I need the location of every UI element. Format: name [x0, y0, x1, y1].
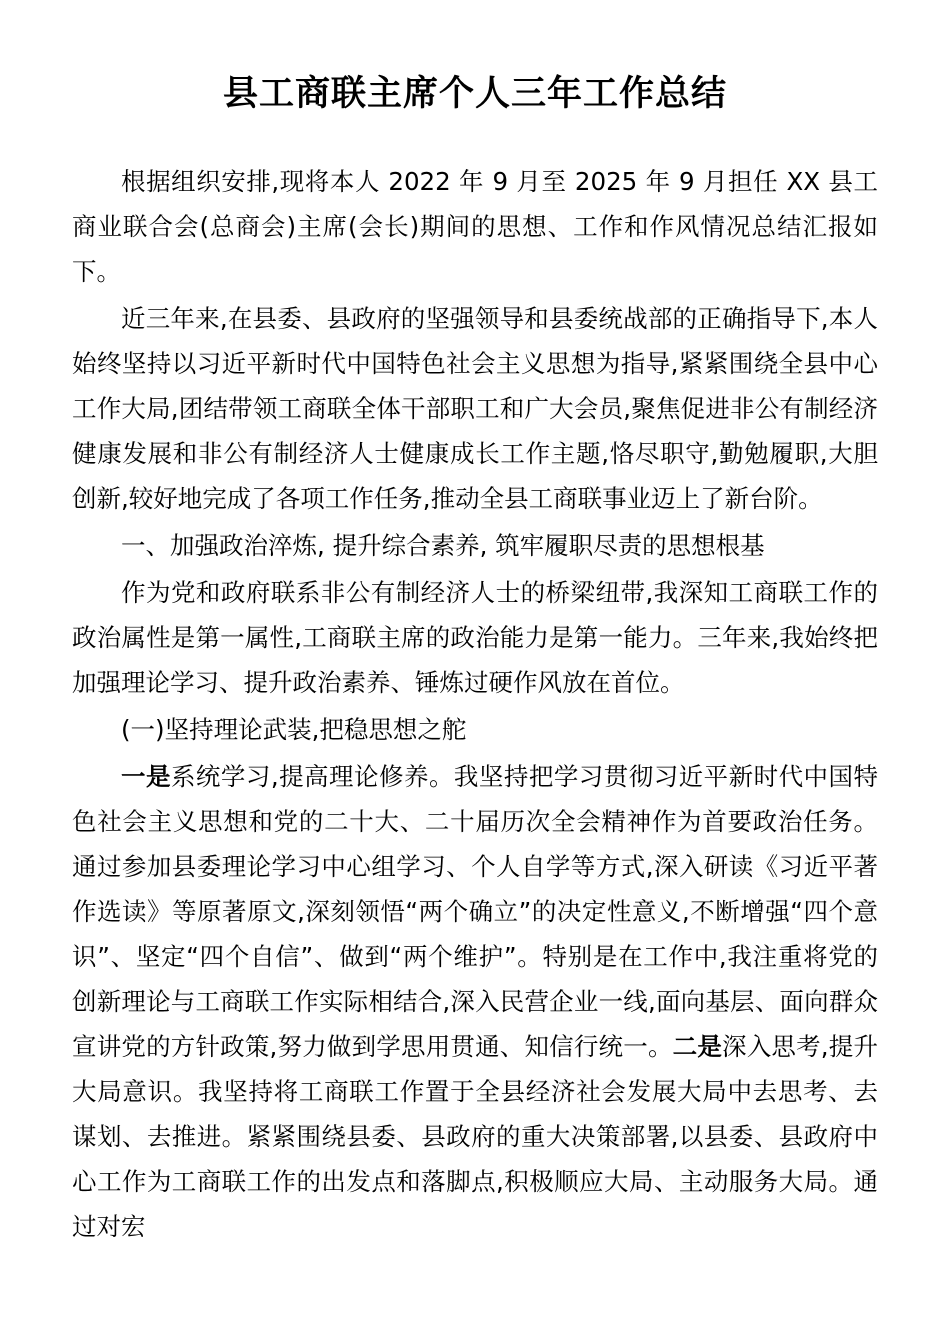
paragraph-political-nature: 作为党和政府联系非公有制经济人士的桥梁纽带,我深知工商联工作的政治属性是第一属性,工商联主席的政治能力是第一能力。三年来,我始终把加强理论学习、提升政治素养、锤炼过硬作风放在首位。 — [72, 578, 878, 697]
paragraph-intro: 根据组织安排,现将本人 2022 年 9 月至 2025 年 9 月担任 XX 县工商业联合会(总商会)主席(会长)期间的思想、工作和作风情况总结汇报如下。 — [72, 167, 878, 286]
paragraph-overview: 近三年来,在县委、县政府的坚强领导和县委统战部的正确指导下,本人始终坚持以习近平新时代中国特色社会主义思想为指导,紧紧围绕全县中心工作大局,团结带领工商联全体干部职工和广大会员,聚焦促进非公有制经济健康发展和非公有制经济人士健康成长工作主题,恪尽职守,勤勉履职,大胆创新,较好地完成了各项工作任务,推动全县工商联事业迈上了新台阶。 — [72, 304, 878, 513]
paragraph-theory-study: 一是系统学习,提高理论修养。我坚持把学习贯彻习近平新时代中国特色社会主义思想和党的二十大、二十届历次全会精神作为首要政治任务。通过参加县委理论学习中心组学习、个人自学等方式,深入研读《习近平著作选读》等原著原文,深刻领悟“两个确立”的决定性意义,不断增强“四个意识”、坚定“四个自信”、做到“两个维护”。特别是在工作中,我注重将党的创新理论与工商联工作实际相结合,深入民营企业一线,面向基层、面向群众宣讲党的方针政策,努力做到学思用贯通、知信行统一。二是深入思考,提升大局意识。我坚持将工商联工作置于全县经济社会发展大局中去思考、去谋划、去推进。紧紧围绕县委、县政府的重大决策部署,以县委、县政府中心工作为工商联工作的出发点和落脚点,积极顺应大局、主动服务大局。通过对宏 — [72, 762, 878, 1241]
section-heading-one: 一、加强政治淬炼, 提升综合素养, 筑牢履职尽责的思想根基 — [121, 531, 765, 560]
subsection-heading-one-1: (一)坚持理论武装,把稳思想之舵 — [121, 715, 467, 744]
page-title: 县工商联主席个人三年工作总结 — [222, 74, 727, 114]
